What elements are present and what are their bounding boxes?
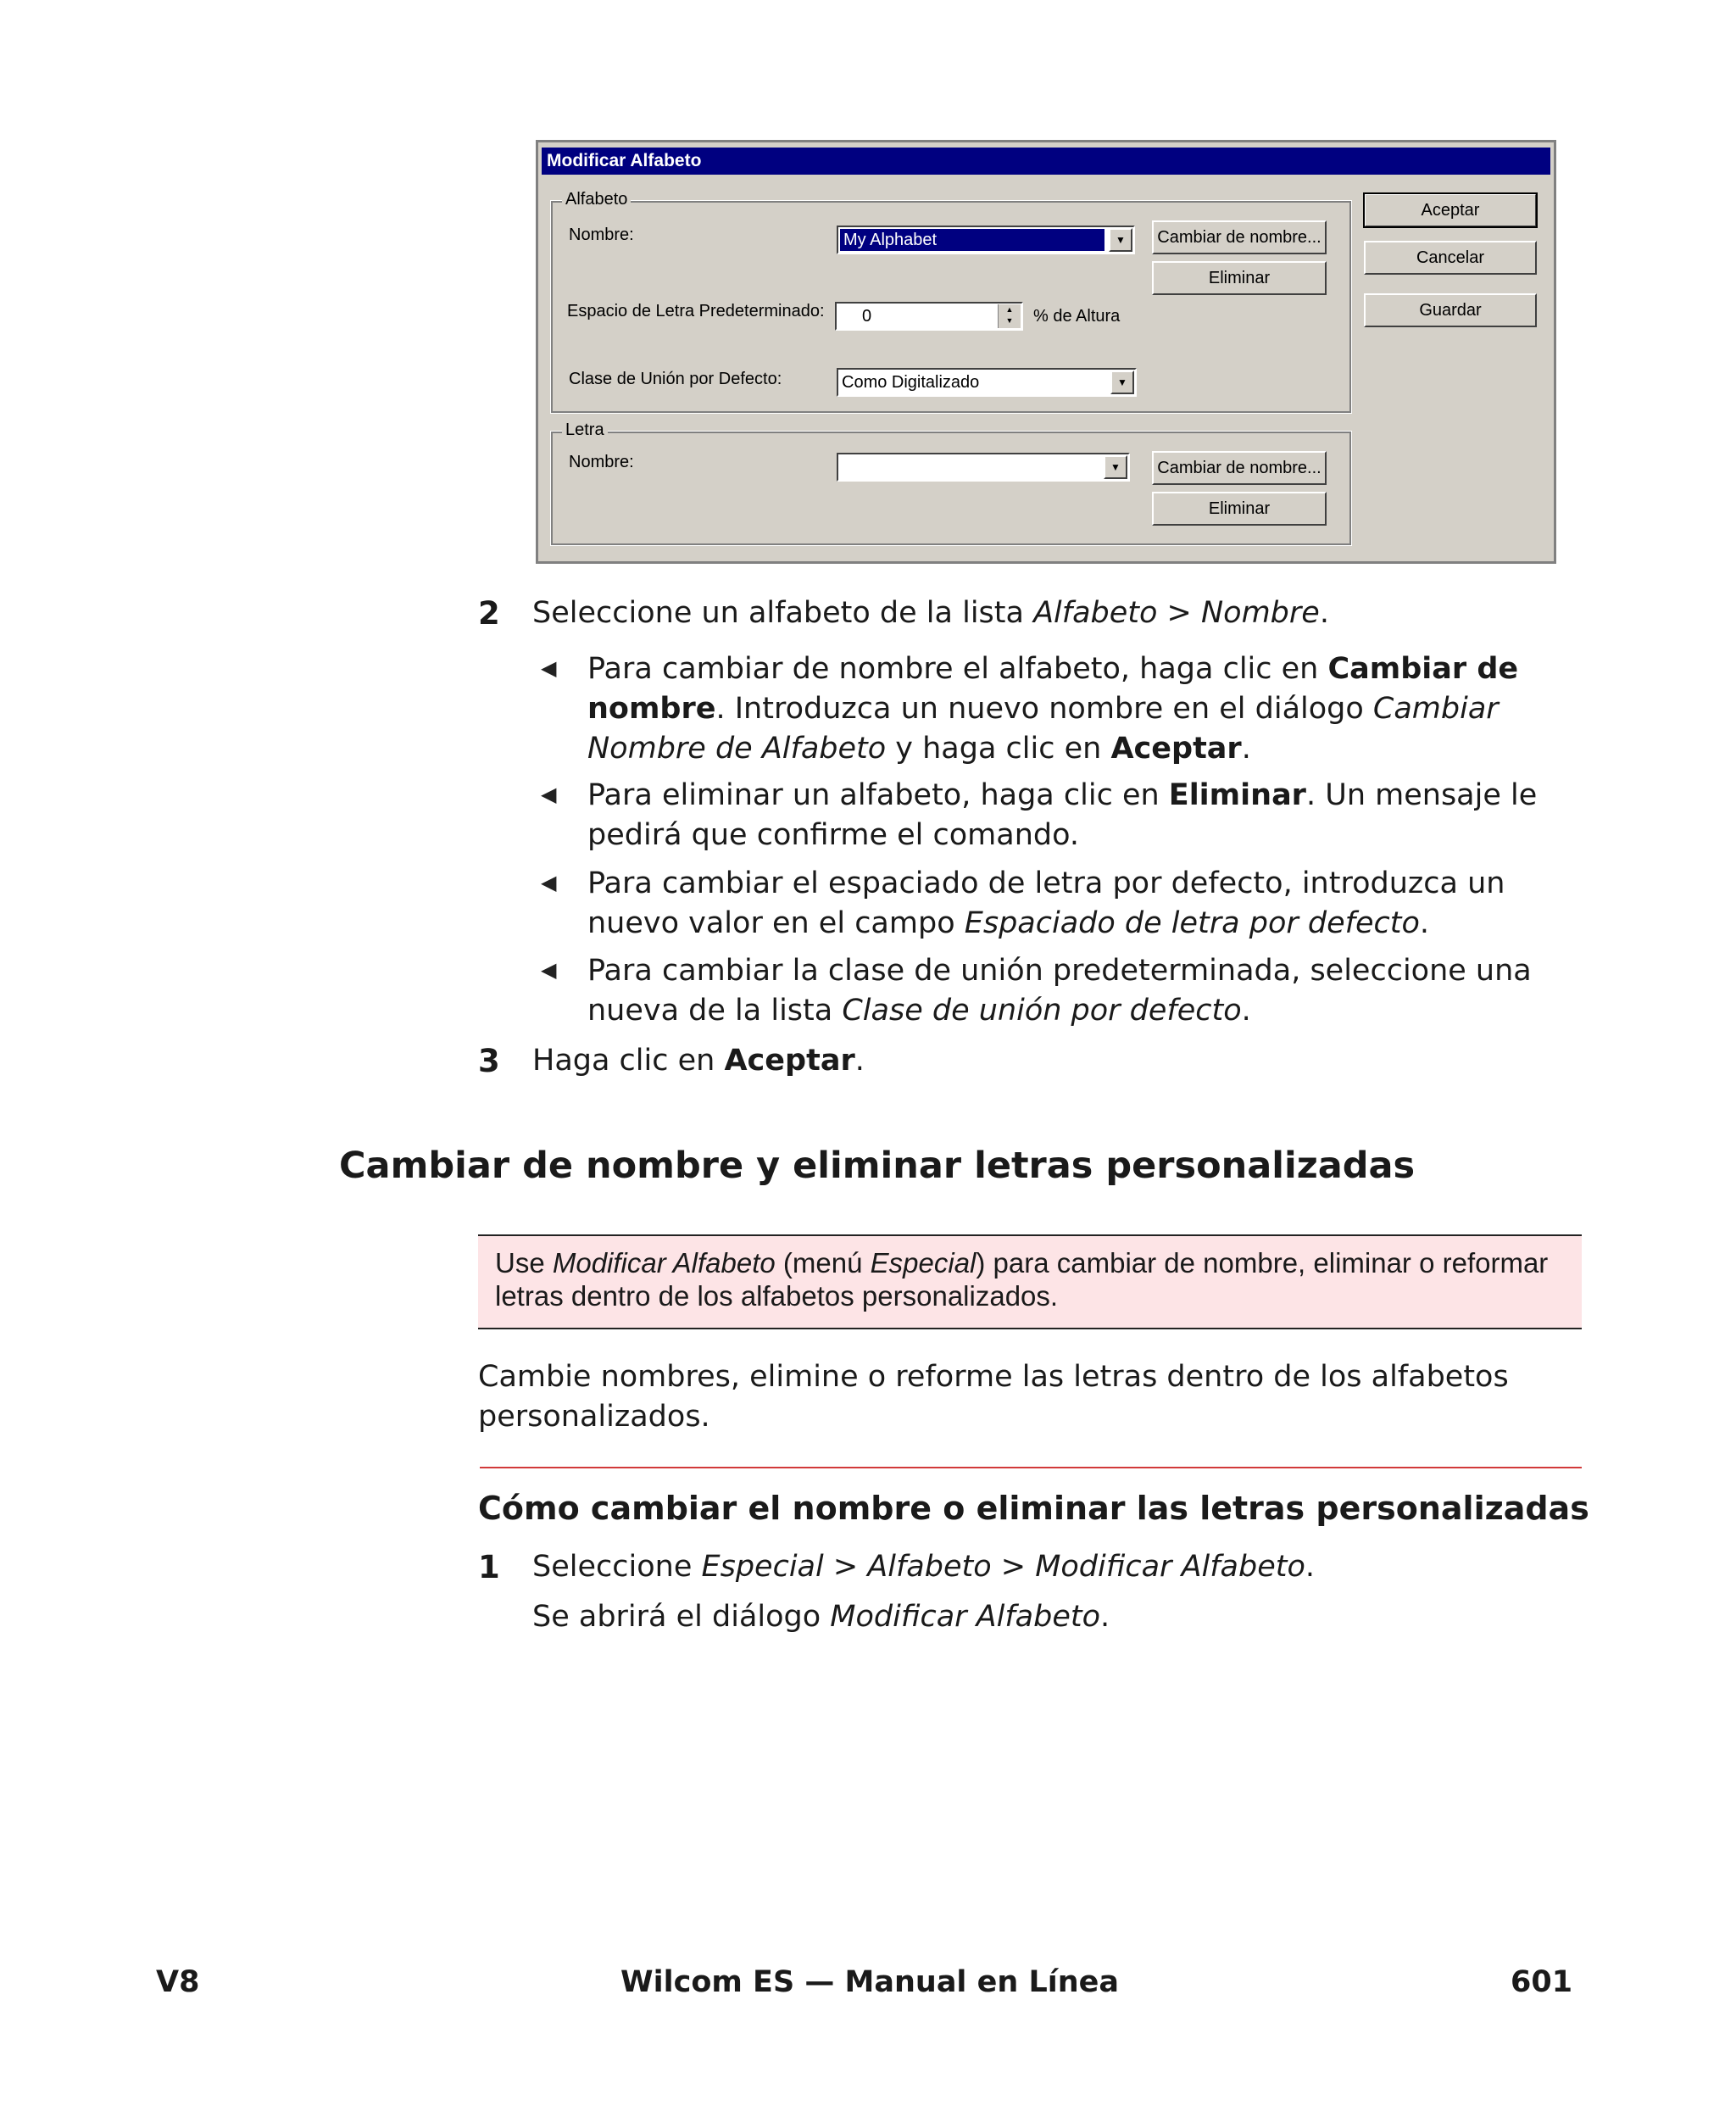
bullet-bold: Eliminar — [1168, 778, 1306, 812]
union-combo[interactable] — [837, 368, 1137, 397]
letra-nombre-combo[interactable] — [837, 453, 1130, 482]
alfabeto-nombre-value: My Alphabet — [840, 229, 1104, 251]
bullet-italic: Espaciado de letra por defecto — [964, 906, 1420, 940]
bullet-italic: Clase de unión por defecto — [842, 994, 1242, 1028]
ok-button[interactable]: Aceptar — [1364, 193, 1537, 227]
bullet-spacing — [587, 864, 1588, 944]
note-italic: Especial — [870, 1247, 976, 1279]
step-2-path: Alfabeto > Nombre — [1033, 596, 1320, 630]
bullet-text: . — [1419, 906, 1430, 940]
step-1-text — [532, 1547, 1575, 1587]
alfabeto-group-label: Alfabeto — [562, 190, 631, 209]
step-2-text-c: . — [1319, 596, 1329, 630]
bullet-text: Para cambiar el espaciado de letra por defecto, introduzca un nuevo valor en el campo — [587, 866, 1505, 940]
letra-rename-button[interactable]: Cambiar de nombre... — [1152, 451, 1327, 485]
modificar-alfabeto-dialog — [536, 140, 1556, 564]
chevron-down-icon[interactable]: ▼ — [1104, 455, 1127, 479]
bullet-text: . Introduzca un nuevo nombre en el diálogo — [715, 692, 1373, 726]
letra-group — [550, 421, 1352, 546]
chevron-down-icon[interactable]: ▼ — [1110, 370, 1134, 394]
note-italic: Modificar Alfabeto — [552, 1247, 776, 1279]
espacio-label: Espacio de Letra Predeterminado: — [567, 302, 825, 320]
bullet-delete — [587, 776, 1588, 855]
bullet-rename — [587, 649, 1588, 769]
union-value: Como Digitalizado — [842, 373, 980, 392]
bullet-bold: Cambiar de nombre — [587, 652, 1519, 726]
step-3-text-a: Haga clic en — [532, 1044, 725, 1078]
footer-page-number: 601 — [1511, 1965, 1573, 1999]
chevron-down-icon[interactable]: ▼ — [1109, 228, 1132, 252]
save-button[interactable]: Guardar — [1364, 293, 1537, 327]
step-number: 2 — [478, 595, 500, 632]
step-2-text — [532, 593, 1575, 633]
bullet-text: y haga clic en — [886, 732, 1111, 766]
note-text: (menú — [775, 1247, 871, 1279]
step-1-sub-italic: Modificar Alfabeto — [830, 1600, 1100, 1634]
alfabeto-delete-button[interactable]: Eliminar — [1152, 261, 1327, 295]
espacio-spin-field[interactable] — [835, 302, 1023, 331]
spin-arrows-icon[interactable]: ▲ ▼ — [998, 304, 1021, 328]
subheading: Cómo cambiar el nombre o eliminar las letras personalizadas — [478, 1490, 1589, 1527]
divider — [480, 1467, 1582, 1468]
espacio-unit: % de Altura — [1033, 307, 1121, 326]
letra-nombre-label: Nombre: — [569, 453, 634, 471]
step-number: 1 — [478, 1549, 500, 1585]
bullet-text: Para cambiar de nombre el alfabeto, haga clic en — [587, 652, 1328, 686]
nombre-label: Nombre: — [569, 226, 634, 244]
note-text: Use — [495, 1247, 553, 1279]
letra-delete-button[interactable]: Eliminar — [1152, 492, 1327, 526]
step-3-text — [532, 1041, 1575, 1081]
cancel-button[interactable]: Cancelar — [1364, 241, 1537, 275]
step-2-text-a: Seleccione un alfabeto de la lista — [532, 596, 1034, 630]
bullet-italic: Cambiar Nombre de Alfabeto — [587, 692, 1499, 766]
footer-title: Wilcom ES — Manual en Línea — [620, 1965, 1120, 1999]
intro-text: Cambie nombres, elimine o reforme las letras dentro de los alfabetos personalizados. — [478, 1360, 1509, 1434]
note-text: ) para cambiar de nombre, eliminar o reformar letras dentro de los alfabetos personalizados. — [495, 1247, 1549, 1312]
letra-group-label: Letra — [562, 421, 608, 440]
step-1-subtext — [532, 1597, 1575, 1637]
step-1-sub-c: . — [1100, 1600, 1110, 1634]
step-1-text-c: . — [1305, 1550, 1316, 1584]
bullet-text: . — [1241, 732, 1251, 766]
step-3-bold: Aceptar — [724, 1044, 855, 1078]
union-label: Clase de Unión por Defecto: — [569, 370, 782, 388]
step-1-text-a: Seleccione — [532, 1550, 702, 1584]
dialog-title: Modificar Alfabeto — [542, 148, 1550, 175]
bullet-text: Para eliminar un alfabeto, haga clic en — [587, 778, 1169, 812]
espacio-value: 0 — [862, 307, 872, 326]
bullet-union — [587, 951, 1588, 1031]
bullet-text: . Un mensaje le pedirá que confirme el comando. — [587, 778, 1538, 852]
triangle-left-icon: ◀ — [541, 871, 557, 894]
step-1-path: Especial > Alfabeto > Modificar Alfabeto — [701, 1550, 1305, 1584]
bullet-text: . — [1241, 994, 1251, 1028]
footer-version: V8 — [156, 1965, 200, 1999]
triangle-left-icon: ◀ — [541, 958, 557, 982]
alfabeto-nombre-combo[interactable] — [837, 226, 1135, 254]
triangle-left-icon: ◀ — [541, 656, 557, 680]
note-box — [478, 1234, 1582, 1329]
step-3-text-c: . — [854, 1044, 865, 1078]
bullet-bold: Aceptar — [1110, 732, 1242, 766]
section-heading: Cambiar de nombre y eliminar letras personalizadas — [339, 1145, 1416, 1187]
triangle-left-icon: ◀ — [541, 783, 557, 806]
step-1-sub-a: Se abrirá el diálogo — [532, 1600, 831, 1634]
bullet-text: Para cambiar la clase de unión predeterminada, seleccione una nueva de la lista — [587, 954, 1532, 1028]
alfabeto-rename-button[interactable]: Cambiar de nombre... — [1152, 220, 1327, 254]
step-number: 3 — [478, 1043, 500, 1079]
